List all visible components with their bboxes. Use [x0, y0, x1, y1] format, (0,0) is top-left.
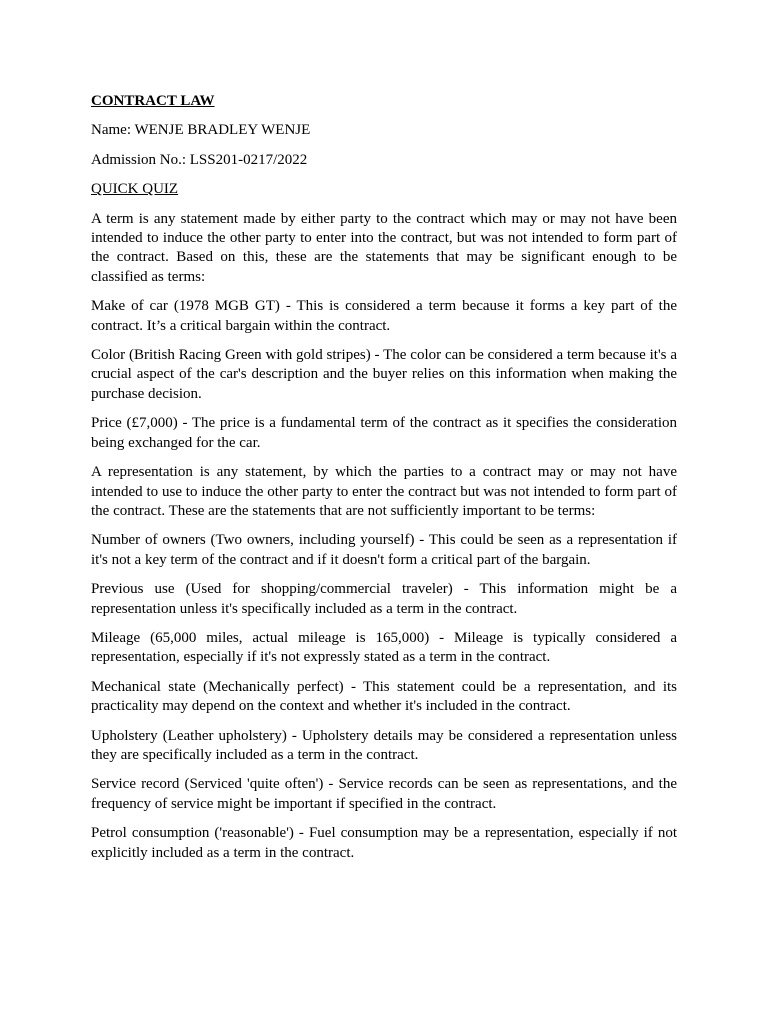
student-name: Name: WENJE BRADLEY WENJE	[91, 122, 311, 139]
paragraph-terms-intro: A term is any statement made by either party to the contract which may or may not have been intended to induce the other party to enter into the contract, but was not intended to form part of the contract. Based on this, these are the statements that may be significant enough to be classified as terms:	[91, 210, 677, 285]
paragraph-mechanical-state: Mechanical state (Mechanically perfect) - This statement could be a representation, and its practicality may depend on the context and whether it's included in the contract.	[91, 678, 677, 715]
document-title: CONTRACT LAW	[91, 93, 215, 109]
admission-number: Admission No.: LSS201-0217/2022	[91, 151, 308, 168]
paragraph-service-record: Service record (Serviced 'quite often') - Service records can be seen as representations, and the frequency of service might be important if specified in the contract.	[91, 776, 677, 812]
paragraph-number-of-owners: Number of owners (Two owners, including yourself) - This could be seen as a representation if it's not a key term of the contract and if it doesn't form a critical part of the bargain.	[91, 532, 677, 568]
paragraph-petrol-consumption: Petrol consumption ('reasonable') - Fuel consumption may be a representation, especially if not explicitly included as a term in the contract.	[91, 825, 677, 861]
paragraph-upholstery: Upholstery (Leather upholstery) - Upholstery details may be considered a representation unless they are specifically included as a term in the contract.	[91, 727, 677, 763]
paragraph-mileage: Mileage (65,000 miles, actual mileage is 165,000) - Mileage is typically considered a representation, especially if it's not expressly stated as a term in the contract.	[91, 629, 677, 666]
paragraph-representations-intro: A representation is any statement, by which the parties to a contract may or may not have intended to use to induce the other party to enter the contract but was not intended to form part of the contract. These are the statements that are not sufficiently important to be terms:	[91, 464, 677, 519]
paragraph-color: Color (British Racing Green with gold stripes) - The color can be considered a term because it's a crucial aspect of the car's description and the buyer relies on this information when making the purchase decision.	[91, 347, 677, 402]
paragraph-make-of-car: Make of car (1978 MGB GT) - This is considered a term because it forms a key part of the contract. It’s a critical bargain within the contract.	[91, 298, 677, 334]
quiz-heading: QUICK QUIZ	[91, 181, 179, 198]
document-body	[91, 92, 677, 873]
paragraph-price: Price (£7,000) - The price is a fundamental term of the contract as it specifies the consideration being exchanged for the car.	[91, 415, 677, 451]
paragraph-previous-use: Previous use (Used for shopping/commercial traveler) - This information might be a representation unless it's specifically included as a term in the contract.	[91, 581, 677, 617]
